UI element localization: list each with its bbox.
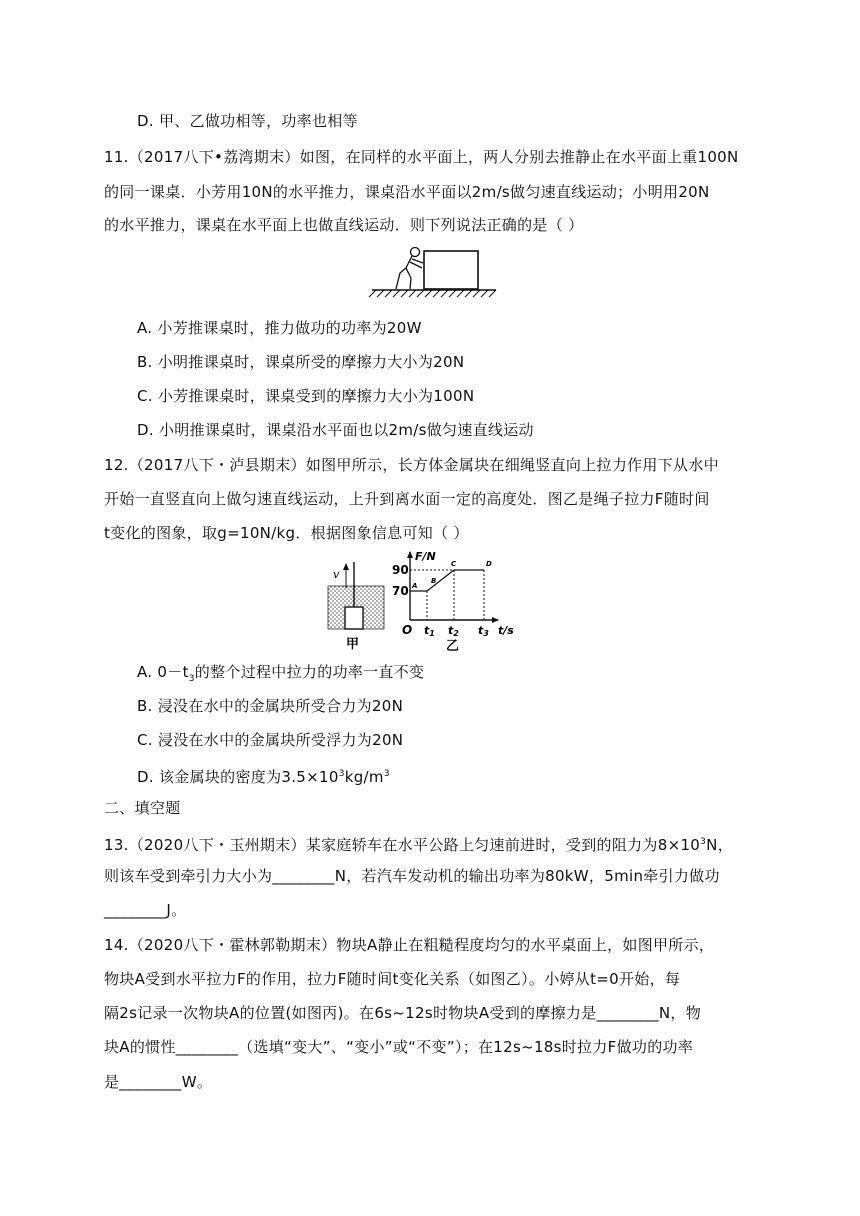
q12-origin-label: O [402,623,413,637]
q10-option-d: D. 甲、乙做功相等，功率也相等 [137,112,358,130]
q12-t3-sub: 3 [483,629,489,638]
q13-stem-line2: 则该车受到牵引力大小为________N，若汽车发动机的输出功率为80kW，5min牵引力做功 [104,867,720,885]
q12-option-d-unit: kg/m [344,768,384,786]
q14-stem-line3: 隔2s记录一次物块A的位置(如图丙)。在6s~12s时物块A受到的摩擦力是________N，物 [104,1004,702,1022]
q12-option-d-sup1: 3 [338,769,345,779]
q11-option-d: D. 小明推课桌时，课桌沿水平面也以2m/s做匀速直线运动 [137,421,534,439]
q12-stem-line3: t变化的图象，取g=10N/kg．根据图象信息可知（ ） [104,524,469,542]
q12-t1-sub: 1 [429,629,435,638]
q12-tick-70: 70 [392,584,409,598]
q12-t1-label: t [424,624,430,637]
svg-text:t1 [424,624,435,638]
q14-stem-line4: 块A的惯性________（选填“变大”、“变小”或“不变”）；在12s~18s时拉力F做功的功率 [104,1038,694,1056]
q12-option-b: B. 浸没在水中的金属块所受合力为20N [137,697,404,715]
q12-stem-line1: 12.（2017八下・泸县期末）如图甲所示，长方体金属块在细绳竖直向上拉力作用下从水中 [104,456,719,474]
q12-option-a-text: A. 0－t [137,663,189,681]
section-heading-fill-in: 二、填空题 [104,799,181,817]
q12-option-d-sup2: 3 [383,769,390,779]
q12-figure [320,548,530,654]
q12-velocity-label: v [333,568,340,581]
q12-point-c: C [451,560,457,568]
q12-option-a-sub: 3 [188,674,195,684]
q11-option-c: C. 小芳推课桌时，课桌受到的摩擦力大小为100N [137,387,475,405]
q11-option-b: B. 小明推课桌时，课桌所受的摩擦力大小为20N [137,353,465,371]
q12-jia-label: 甲 [346,637,360,652]
q12-t2-sub: 2 [453,629,459,638]
q12-t2-label: t [448,624,454,637]
q12-yi-label: 乙 [446,639,460,654]
q13-stem-line1-tail: N， [706,836,733,854]
q13-stem-line3: ________J。 [104,901,187,919]
q12-option-d-text: D. 该金属块的密度为3.5×10 [137,768,339,786]
q12-stem-line2: 开始一直竖直向上做匀速直线运动，上升到离水面一定的高度处．图乙是绳子拉力F随时间 [104,490,710,508]
q14-stem-line1: 14.（2020八下・霍林郭勒期末）物块A静止在粗糙程度均匀的水平桌面上，如图甲所示， [104,936,715,954]
q12-figure-yi-graph [392,550,514,654]
q12-tick-90: 90 [392,563,409,577]
q11-push-desk-figure [366,242,502,298]
q12-t3-label: t [478,624,484,637]
q14-stem-line5: 是________W。 [104,1073,213,1091]
svg-text:t3 [478,624,489,638]
svg-text:t2 [448,624,459,638]
q12-option-a-tail: 的整个过程中拉力的功率一直不变 [194,663,425,681]
q12-point-d: D [486,560,492,568]
q11-stem-line2: 的同一课桌．小芳用10N的水平推力，课桌沿水平面以2m/s做匀速直线运动；小明用20N [104,183,710,201]
q12-y-axis-label: F/N [415,550,436,563]
q12-x-axis-label: t/s [498,624,514,637]
q13-stem-line1 [104,832,733,855]
q12-option-a [137,662,424,689]
q11-stem-line1: 11.（2017八下•荔湾期末）如图，在同样的水平面上，两人分别去推静止在水平面上重100N [104,148,739,166]
q12-figure-jia [328,562,384,652]
q13-stem-line1-text: 13.（2020八下・玉州期末）某家庭轿车在水平公路上匀速前进时，受到的阻力为8×10 [104,836,701,854]
q14-stem-line2: 物块A受到水平拉力F的作用，拉力F随时间t变化关系（如图乙）。小婷从t=0开始，每 [104,970,681,988]
q12-option-c: C. 浸没在水中的金属块所受浮力为20N [137,731,404,749]
q12-option-d [137,764,390,787]
q13-stem-line1-sup: 3 [700,837,707,847]
q11-option-a: A. 小芳推课桌时，推力做功的功率为20W [137,319,422,337]
q12-point-b: B [431,577,437,585]
q11-stem-line3: 的水平推力，课桌在水平面上也做直线运动．则下列说法正确的是（ ） [104,216,584,234]
q12-point-a: A [412,582,418,590]
